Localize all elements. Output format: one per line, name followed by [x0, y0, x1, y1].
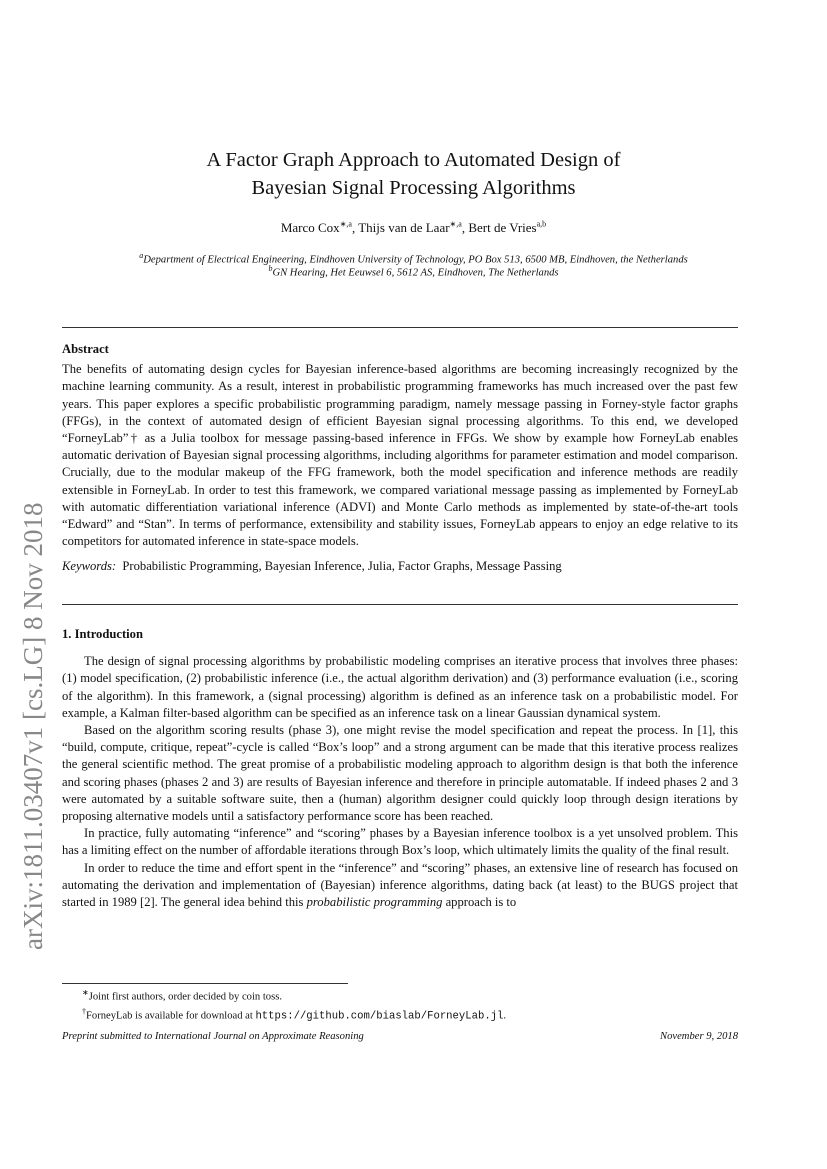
footer-date: November 9, 2018 [660, 1031, 738, 1042]
section-heading: 1. Introduction [62, 627, 143, 641]
abstract-heading: Abstract [62, 342, 109, 356]
footer-left: Preprint submitted to International Journal on Approximate Reasoning [62, 1031, 364, 1042]
footnote: ∗Joint first authors, order decided by coin toss. [82, 988, 283, 1003]
paragraph: The design of signal processing algorithms by probabilistic modeling comprises an iterative process that involves three phases: (1) model specification, (2) probabilistic inference (i.e., the actual algorithm derivation) and (3) performance evaluation (i.e., scoring of the algorithm). In this framework, a (signal processing) algorithm is defined as an inference task on a probabilistic model. For example, a Kalman filter-based algorithm can be specified as an inference task on a linear Gaussian dynamical system. [62, 654, 738, 720]
footnote: †ForneyLab is available for download at https://github.com/biaslab/ForneyLab.jl. [82, 1006, 507, 1023]
title-line: Bayesian Signal Processing Algorithms [251, 177, 576, 199]
author-list: Marco Cox$^{∗,a}$, Thijs van de Laar$^{∗,a}$, Bert de Vries$^{a,b}$ [280, 220, 547, 236]
arxiv-stamp: arXiv:1811.03407v1 [cs.LG] 8 Nov 2018 [18, 502, 48, 950]
title-line: A Factor Graph Approach to Automated Design of [206, 149, 621, 171]
paragraph: In practice, fully automating “inference” and “scoring” phases by a Bayesian inference toolbox is a yet unsolved problem. This has a limiting effect on the number of affordable iterations through Box’s loop, which ultimately limits the quality of the final result. [62, 826, 738, 858]
paragraph: In order to reduce the time and effort spent in the “inference” and “scoring” phases, an extensive line of research has focused on automating the derivation and implementation of (Bayesian) inference algorithms, dating back (at least) to the BUGS project that started in 1989 [2]. The general idea behind this probabilistic programming approach is to [62, 860, 738, 910]
footnote-rule [62, 983, 348, 984]
affiliation: $^b$GN Hearing, Het Eeuwsel 6, 5612 AS, Eindhoven, The Netherlands [268, 264, 559, 279]
paragraph: Based on the algorithm scoring results (phase 3), one might revise the model specification and repeat the process. In [1], this “build, compute, critique, repeat”-cycle is called “Box’s loop” and a strong argument can be made that this iterative process realizes the general scientific method. The great promise of a probabilistic modeling approach to algorithm design is that both the inference and scoring phases (phases 2 and 3) are results of Bayesian inference and therefore in principle automatable. If indeed phases 2 and 3 were automated by a suitable software suite, then a (human) algorithm designer could quickly loop through design iterations by proposing alternative models until a satisfactory performance score has been reached. [62, 723, 738, 824]
author: Thijs van de Laar$^{∗,a}$ [358, 220, 462, 236]
abstract-text: The benefits of automating design cycles for Bayesian inference-based algorithms are becoming increasingly recognized by the machine learning community. As a result, interest in probabilistic programming frameworks has much increased over the past few years. This paper explores a specific probabilistic programming paradigm, namely message passing in Forney-style factor graphs (FFGs), in the context of automated design of efficient Bayesian signal processing algorithms. To this end, we developed “ForneyLab”† as a Julia toolbox for message passing-based inference in FFGs. We show by example how ForneyLab enables automatic derivation of Bayesian signal processing algorithms, including algorithms for parameter estimation and model comparison. Crucially, due to the modular makeup of the FFG framework, both the model specification and inference methods are readily extensible in ForneyLab. In order to test this framework, we compared variational message passing as implemented by ForneyLab with automatic differentiation variational inference (ADVI) and Monte Carlo methods as implemented by state-of-the-art tools “Edward” and “Stan”. In terms of performance, extensibility and stability issues, ForneyLab appears to enjoy an edge relative to its competitors for automated inference in state-space models. [62, 362, 738, 549]
author: Marco Cox$^{∗,a}$ [280, 220, 352, 236]
paper-title [0, 146, 827, 202]
affiliation: $^a$Department of Electrical Engineering, Eindhoven University of Technology, PO Box 513, 6500 MB, Eindhoven, the Netherlands [139, 251, 688, 266]
keywords: Keywords: Probabilistic Programming, Bayesian Inference, Julia, Factor Graphs, Message Passing [62, 559, 562, 574]
divider [62, 604, 738, 605]
footnote-link[interactable]: https://github.com/biaslab/ForneyLab.jl [255, 1010, 504, 1023]
introduction-section [62, 626, 738, 911]
footnotes [82, 986, 506, 1023]
divider [62, 327, 738, 328]
author: Bert de Vries$^{a,b}$ [468, 220, 547, 236]
abstract-section [62, 341, 738, 576]
